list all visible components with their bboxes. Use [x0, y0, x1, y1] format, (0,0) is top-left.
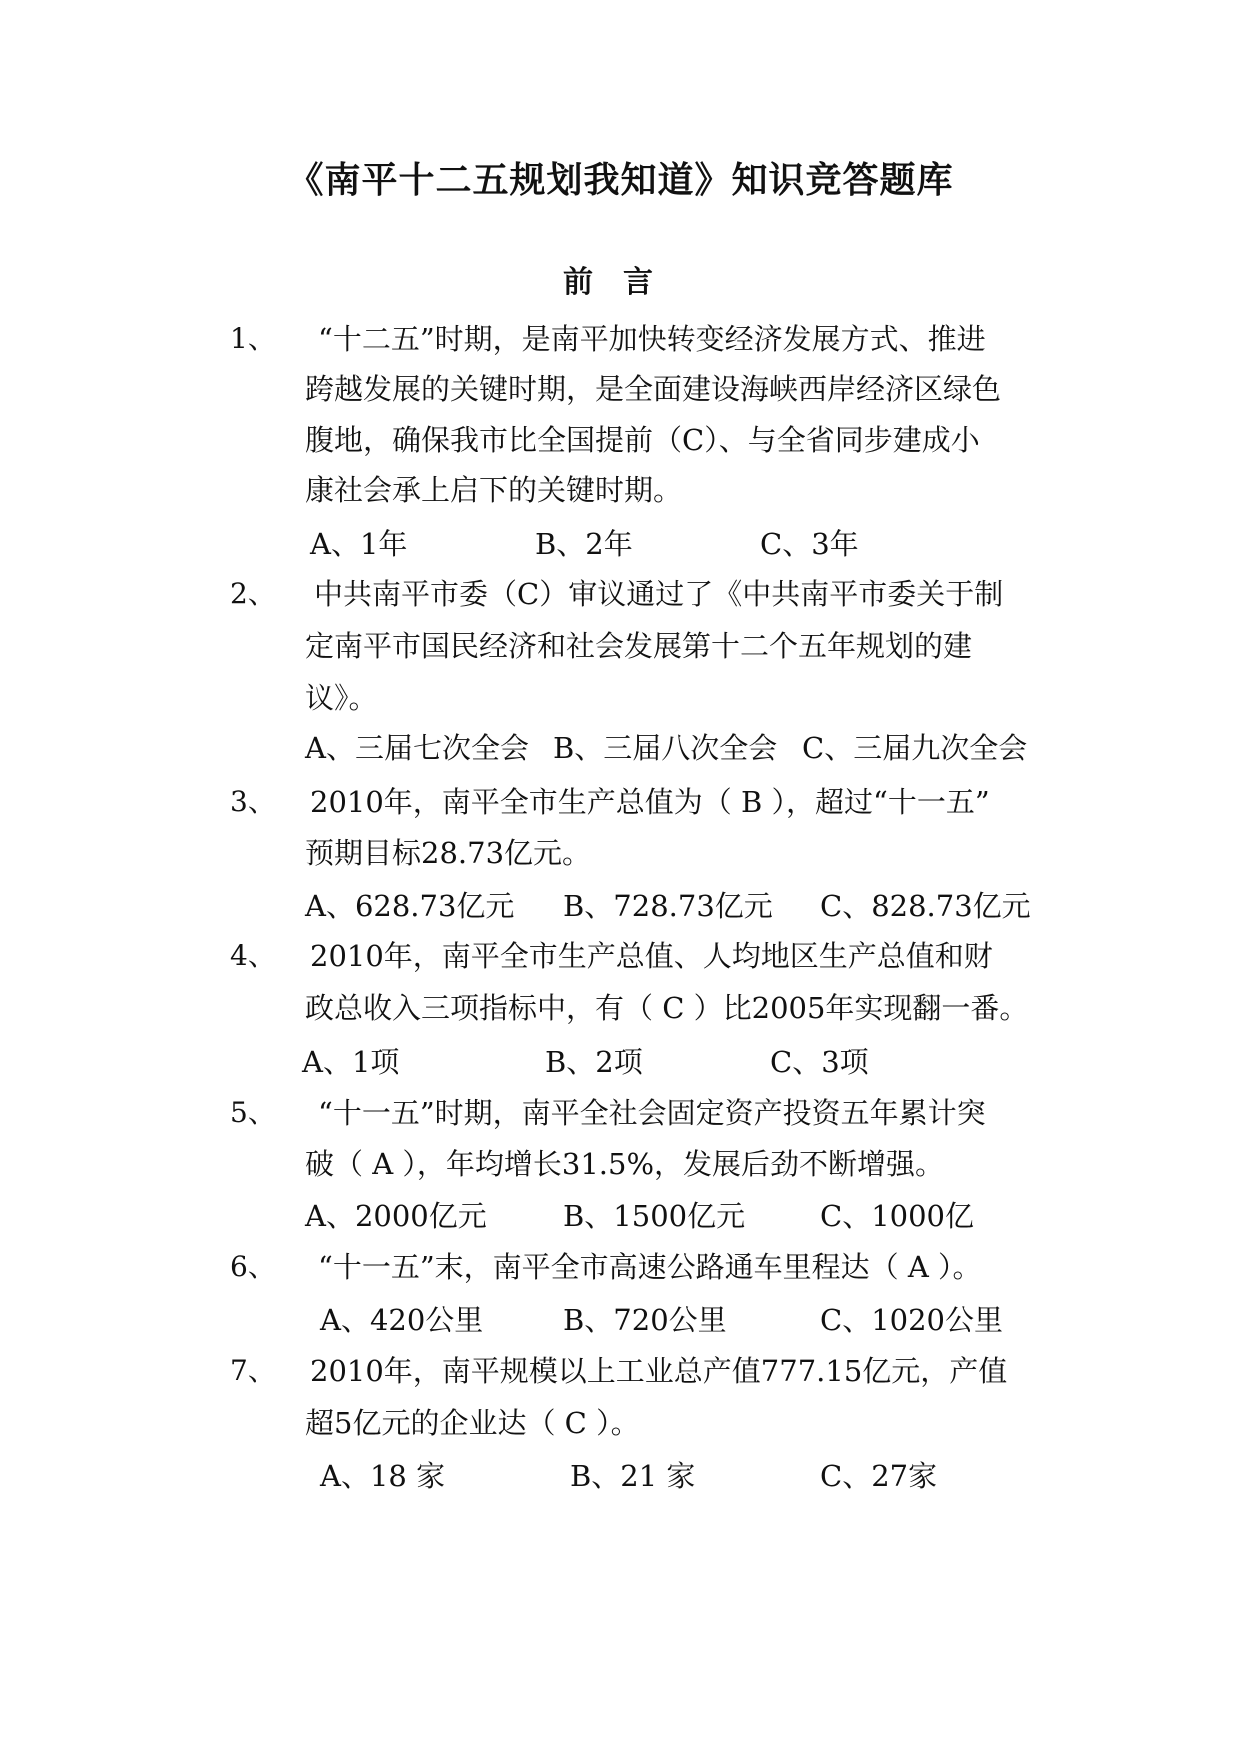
- question-number: 5、: [230, 1096, 276, 1129]
- option-a: A、420公里: [320, 1303, 484, 1337]
- option-b: B、728.73亿元: [563, 889, 773, 923]
- option-a: A、1项: [302, 1045, 400, 1079]
- question-text-line: “十一五”末，南平全市高速公路通车里程达（ A ）。: [318, 1250, 982, 1284]
- question-text-line: “十一五”时期，南平全社会固定资产投资五年累计突: [318, 1096, 986, 1130]
- option-a: A、18 家: [320, 1459, 446, 1493]
- question-text-line: 预期目标28.73亿元。: [305, 836, 592, 870]
- question-text-line: 议》。: [305, 681, 378, 715]
- option-b: B、2年: [535, 527, 633, 561]
- option-c: C、1020公里: [820, 1303, 1003, 1337]
- option-b: B、三届八次全会: [553, 731, 778, 765]
- section-heading: 前言: [563, 265, 683, 300]
- option-c: C、3项: [770, 1045, 869, 1079]
- question-text-line: 破（ A ），年均增长31.5%，发展后劲不断增强。: [305, 1147, 945, 1181]
- question-text-line: 康社会承上启下的关键时期。: [305, 473, 683, 507]
- question-text-line: 2010年，南平全市生产总值为（ B ），超过“十一五”: [310, 785, 990, 819]
- option-c: C、1000亿: [820, 1199, 974, 1233]
- option-b: B、2项: [545, 1045, 643, 1079]
- question-number: 1、: [230, 322, 276, 355]
- option-a: A、2000亿元: [305, 1199, 487, 1233]
- option-c: C、27家: [820, 1459, 938, 1493]
- question-text-line: 政总收入三项指标中，有（ C ）比2005年实现翻一番。: [305, 991, 1029, 1025]
- question-number: 7、: [230, 1354, 276, 1387]
- option-c: C、3年: [760, 527, 859, 561]
- question-number: 6、: [230, 1250, 276, 1283]
- question-number: 3、: [230, 785, 276, 818]
- question-text-line: 跨越发展的关键时期，是全面建设海峡西岸经济区绿色: [305, 372, 1002, 406]
- option-b: B、720公里: [563, 1303, 727, 1337]
- question-text-line: 定南平市国民经济和社会发展第十二个五年规划的建: [305, 629, 973, 663]
- question-text-line: 2010年，南平全市生产总值、人均地区生产总值和财: [310, 939, 993, 973]
- document-title: 《南平十二五规划我知道》知识竞答题库: [287, 159, 954, 201]
- question-text-line: 中共南平市委（C）审议通过了《中共南平市委关于制: [314, 577, 1004, 611]
- question-text-line: 2010年，南平规模以上工业总产值777.15亿元，产值: [310, 1354, 1008, 1388]
- option-a: A、1年: [310, 527, 408, 561]
- option-c: C、三届九次全会: [802, 731, 1028, 765]
- option-b: B、21 家: [570, 1459, 696, 1493]
- option-b: B、1500亿元: [563, 1199, 746, 1233]
- option-a: A、三届七次全会: [305, 731, 529, 765]
- question-number: 4、: [230, 939, 276, 972]
- option-c: C、828.73亿元: [820, 889, 1031, 923]
- question-text-line: 腹地，确保我市比全国提前（C）、与全省同步建成小: [305, 423, 980, 457]
- question-text-line: “十二五”时期，是南平加快转变经济发展方式、推进: [318, 322, 986, 356]
- question-text-line: 超5亿元的企业达（ C ）。: [305, 1406, 640, 1440]
- option-a: A、628.73亿元: [305, 889, 515, 923]
- question-number: 2、: [230, 577, 276, 610]
